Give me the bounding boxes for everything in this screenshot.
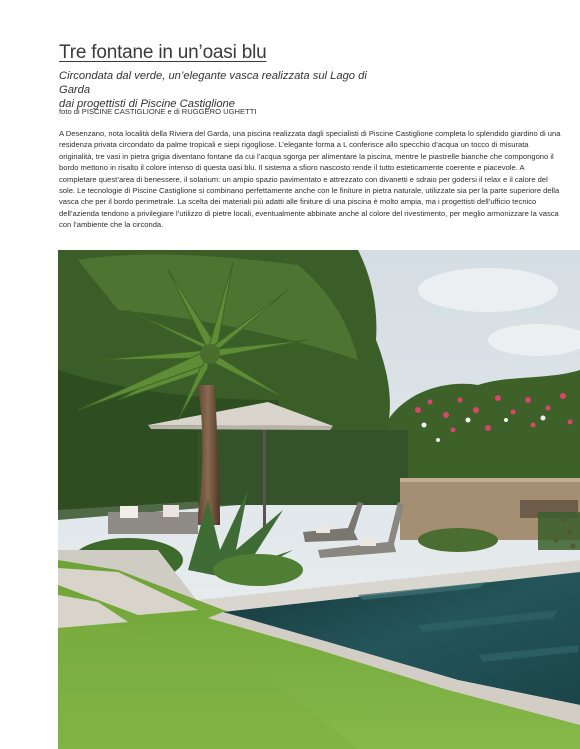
subtitle-line-2: dai progettisti di Piscine Castiglione	[59, 98, 235, 110]
shrub	[213, 554, 303, 586]
shrub	[418, 528, 498, 552]
sofa-cushion	[163, 505, 179, 517]
pool-garden-illustration	[58, 250, 580, 749]
sofa-cushion	[120, 506, 138, 518]
article-body: A Desenzano, nota località della Riviera del Garda, una piscina realizzata dagli specialisti di Piscine Castiglione completa lo splendido giardino di una residenza privata circondato da palme tropicali e siepi rigogliose. L’elegante forma a L conferisce allo specchio d’acqua un tocco di misurata originalità, tre vasi in pietra grigia diventano fontane da cui l’acqua sgorga per alimentare la piscina, mentre le piastrelle bianche che compongono il bordo mettono in risalto il colore intenso di questa oasi blu. Il sistema a sfioro nascosto rende il tutto esteticamente coerente e piacevole. A completare quest’area di benessere, il solarium: un ampio spazio pavimentato e attrezzato con divanetti e sdraio per godersi il relax e il calore del sole. Le tecnologie di Piscine Castiglione si combinano perfettamente anche con le finiture in pietra naturale, utilizzate sia per la parte superiore della vasca che per il bordo perimetrale. La scelta dei materiali più adatti alle finiture di una piscina è molto ampia, ma i progettisti dell’ufficio tecnico dell’azienda tendono a privilegiare l’utilizzo di pietre locali, eventualmente abbinate anche al colore del rivestimento, per meglio armonizzare la vasca con l’ambiente che la circonda.	[59, 129, 561, 230]
shrub-right	[538, 512, 580, 550]
pool-garden-photo	[58, 250, 580, 749]
palm-crown	[200, 344, 220, 364]
back-hedge	[198, 430, 408, 505]
wall-cap	[400, 478, 580, 482]
umbrella-pole	[263, 420, 266, 530]
subtitle-line-1: Circondata dal verde, un’elegante vasca realizzata sul Lago di Garda	[59, 70, 367, 96]
cloud	[418, 268, 558, 312]
article-subtitle	[59, 69, 399, 111]
photo-credit: foto di PISCINE CASTIGLIONE e di RUGGERO UGHETTI	[59, 107, 257, 116]
article-title: Tre fontane in un’oasi blu	[59, 42, 267, 63]
